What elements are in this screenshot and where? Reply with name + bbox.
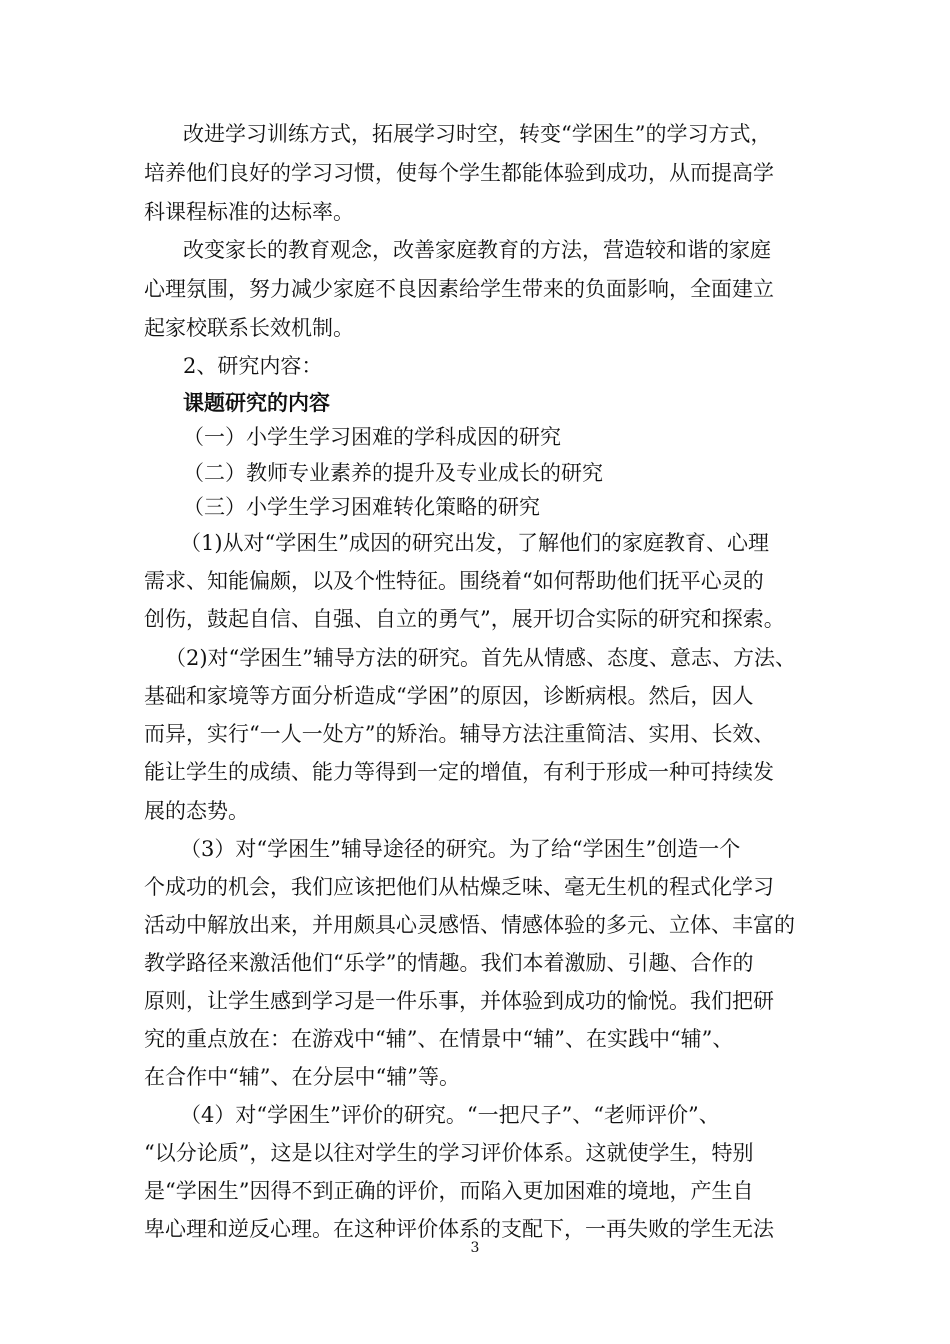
text-line: 改变家长的教育观念，改善家庭教育的方法，营造较和谐的家庭 xyxy=(183,238,771,262)
list-item: （一）小学生学习困难的学科成因的研究 xyxy=(183,425,561,449)
text-line: “以分论质”，这是以往对学生的学习评价体系。这就使学生，特别 xyxy=(144,1141,754,1165)
text-line: 教学路径来激活他们“乐学”的情趣。我们本着激励、引趣、合作的 xyxy=(144,951,754,975)
text-line: （4）对“学困生”评价的研究。“一把尺子”、“老师评价”、 xyxy=(180,1103,720,1127)
text-line: （2)对“学困生”辅导方法的研究。首先从情感、态度、意志、方法、 xyxy=(165,646,797,670)
text-line: 是“学困生”因得不到正确的评价，而陷入更加困难的境地，产生自 xyxy=(144,1179,754,1203)
text-line: 科课程标准的达标率。 xyxy=(144,200,354,224)
text-line: 改进学习训练方式，拓展学习时空，转变“学困生”的学习方式， xyxy=(183,122,772,146)
text-line: 活动中解放出来，并用颇具心灵感悟、情感体验的多元、立体、丰富的 xyxy=(144,913,795,937)
subsection-heading: 课题研究的内容 xyxy=(183,391,330,415)
text-line: 基础和家境等方面分析造成“学困”的原因，诊断病根。然后，因人 xyxy=(144,684,754,708)
section-heading: 2、研究内容： xyxy=(183,354,323,378)
text-line: 心理氛围，努力减少家庭不良因素给学生带来的负面影响，全面建立 xyxy=(144,277,774,301)
text-line: 创伤，鼓起自信、自强、自立的勇气”，展开切合实际的研究和探索。 xyxy=(144,607,785,631)
text-line: 而异，实行“一人一处方”的矫治。辅导方法注重简洁、实用、长效、 xyxy=(144,722,775,746)
text-line: 培养他们良好的学习习惯，使每个学生都能体验到成功，从而提高学 xyxy=(144,161,774,185)
text-line: 卑心理和逆反心理。在这种评价体系的支配下，一再失败的学生无法 xyxy=(144,1217,774,1241)
text-line: 起家校联系长效机制。 xyxy=(144,316,354,340)
text-line: 在合作中“辅”、在分层中“辅”等。 xyxy=(144,1065,460,1089)
text-line: （1)从对“学困生”成因的研究出发，了解他们的家庭教育、心理 xyxy=(180,531,770,555)
page-number: 3 xyxy=(470,1240,480,1256)
text-line: 原则，让学生感到学习是一件乐事，并体验到成功的愉悦。我们把研 xyxy=(144,989,774,1013)
text-line: 需求、知能偏颇，以及个性特征。围绕着“如何帮助他们抚平心灵的 xyxy=(144,569,764,593)
list-item: （二）教师专业素养的提升及专业成长的研究 xyxy=(183,461,603,485)
text-line: 个成功的机会，我们应该把他们从枯燥乏味、毫无生机的程式化学习 xyxy=(144,875,774,899)
text-line: 展的态势。 xyxy=(144,799,249,823)
list-item: （三）小学生学习困难转化策略的研究 xyxy=(183,495,540,519)
text-line: 能让学生的成绩、能力等得到一定的增值，有利于形成一种可持续发 xyxy=(144,760,774,784)
text-line: （3）对“学困生”辅导途径的研究。为了给“学困生”创造一个 xyxy=(180,837,741,861)
text-line: 究的重点放在：在游戏中“辅”、在情景中“辅”、在实践中“辅”、 xyxy=(144,1027,734,1051)
